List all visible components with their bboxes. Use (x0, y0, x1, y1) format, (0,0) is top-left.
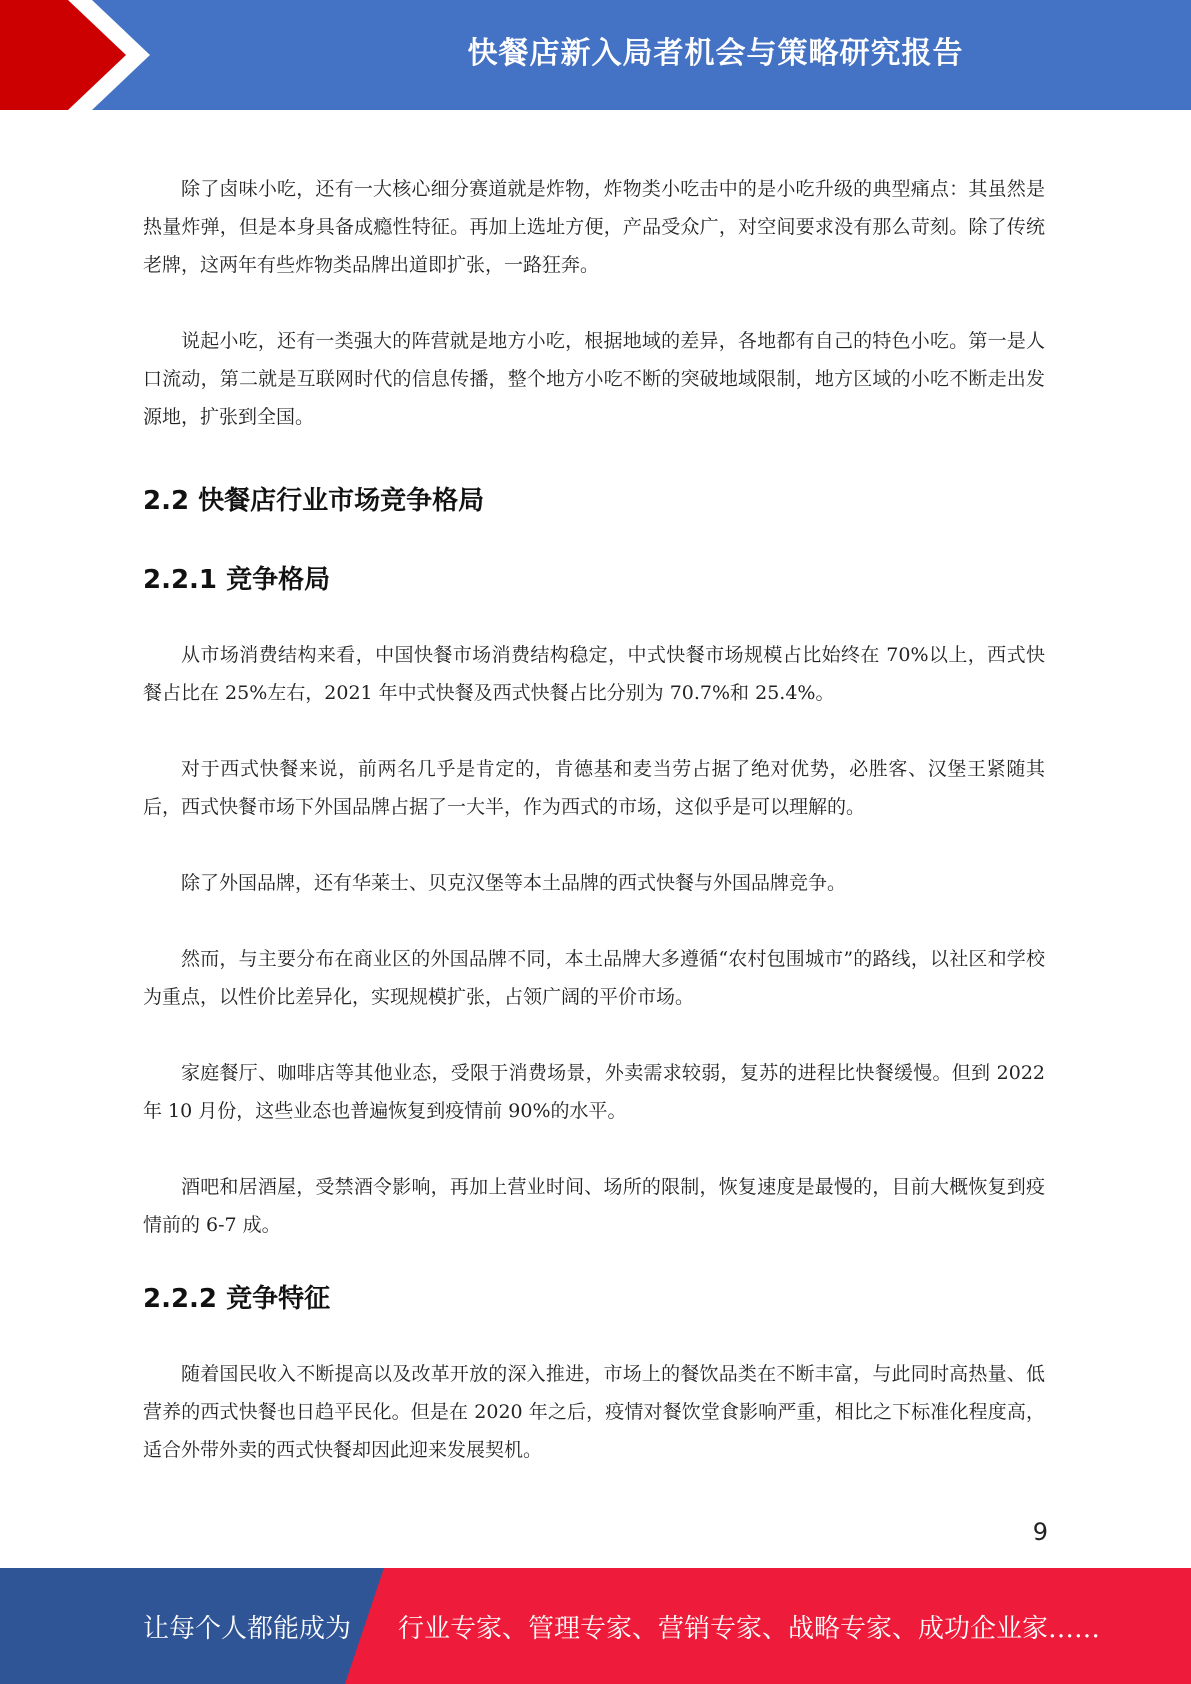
chevron-right-icon (0, 0, 160, 110)
paragraph: 随着国民收入不断提高以及改革开放的深入推进，市场上的餐饮品类在不断丰富，与此同时高热量、低营养的西式快餐也日趋平民化。但是在 2020 年之后，疫情对餐饮堂食影响严重，相比之下标准化程度高，适合外带外卖的西式快餐却因此迎来发展契机。 (143, 1363, 1045, 1461)
subsection-heading: 2.2.1 竞争格局 (143, 565, 331, 595)
paragraph: 家庭餐厅、咖啡店等其他业态，受限于消费场景，外卖需求较弱，复苏的进程比快餐缓慢。但到 2022 年 10 月份，这些业态也普遍恢复到疫情前 90%的水平。 (143, 1062, 1045, 1122)
paragraph: 然而，与主要分布在商业区的外国品牌不同，本土品牌大多遵循“农村包围城市”的路线，以社区和学校为重点，以性价比差异化，实现规模扩张，占领广阔的平价市场。 (143, 948, 1045, 1008)
report-title: 快餐店新入局者机会与策略研究报告 (467, 36, 964, 71)
footer-band (0, 1568, 1191, 1684)
section-heading: 2.2 快餐店行业市场竞争格局 (143, 486, 485, 516)
page-number: 9 (1032, 1518, 1048, 1546)
header-band (0, 0, 1191, 110)
paragraph: 除了卤味小吃，还有一大核心细分赛道就是炸物，炸物类小吃击中的是小吃升级的典型痛点：其虽然是热量炸弹，但是本身具备成瘾性特征。再加上选址方便，产品受众广，对空间要求没有那么苛刻。除了传统老牌，这两年有些炸物类品牌出道即扩张，一路狂奔。 (143, 178, 1045, 276)
main-content (143, 170, 1045, 1507)
paragraph: 酒吧和居酒屋，受禁酒令影响，再加上营业时间、场所的限制，恢复速度是最慢的，目前大概恢复到疫情前的 6-7 成。 (143, 1176, 1045, 1236)
footer-slogan-left: 让每个人都能成为 (143, 1613, 352, 1644)
paragraph: 从市场消费结构来看，中国快餐市场消费结构稳定，中式快餐市场规模占比始终在 70%以上，西式快餐占比在 25%左右，2021 年中式快餐及西式快餐占比分别为 70.7%和 25.4%。 (143, 644, 1045, 704)
paragraph: 对于西式快餐来说，前两名几乎是肯定的，肯德基和麦当劳占据了绝对优势，必胜客、汉堡王紧随其后，西式快餐市场下外国品牌占据了一大半，作为西式的市场，这似乎是可以理解的。 (143, 758, 1045, 818)
paragraph: 除了外国品牌，还有华莱士、贝克汉堡等本土品牌的西式快餐与外国品牌竞争。 (181, 872, 847, 894)
paragraph: 说起小吃，还有一类强大的阵营就是地方小吃，根据地域的差异，各地都有自己的特色小吃。第一是人口流动，第二就是互联网时代的信息传播，整个地方小吃不断的突破地域限制，地方区域的小吃不断走出发源地，扩张到全国。 (143, 330, 1045, 428)
subsection-heading: 2.2.2 竞争特征 (143, 1284, 331, 1314)
footer-slogan-right: 行业专家、管理专家、营销专家、战略专家、成功企业家…… (398, 1613, 1101, 1644)
